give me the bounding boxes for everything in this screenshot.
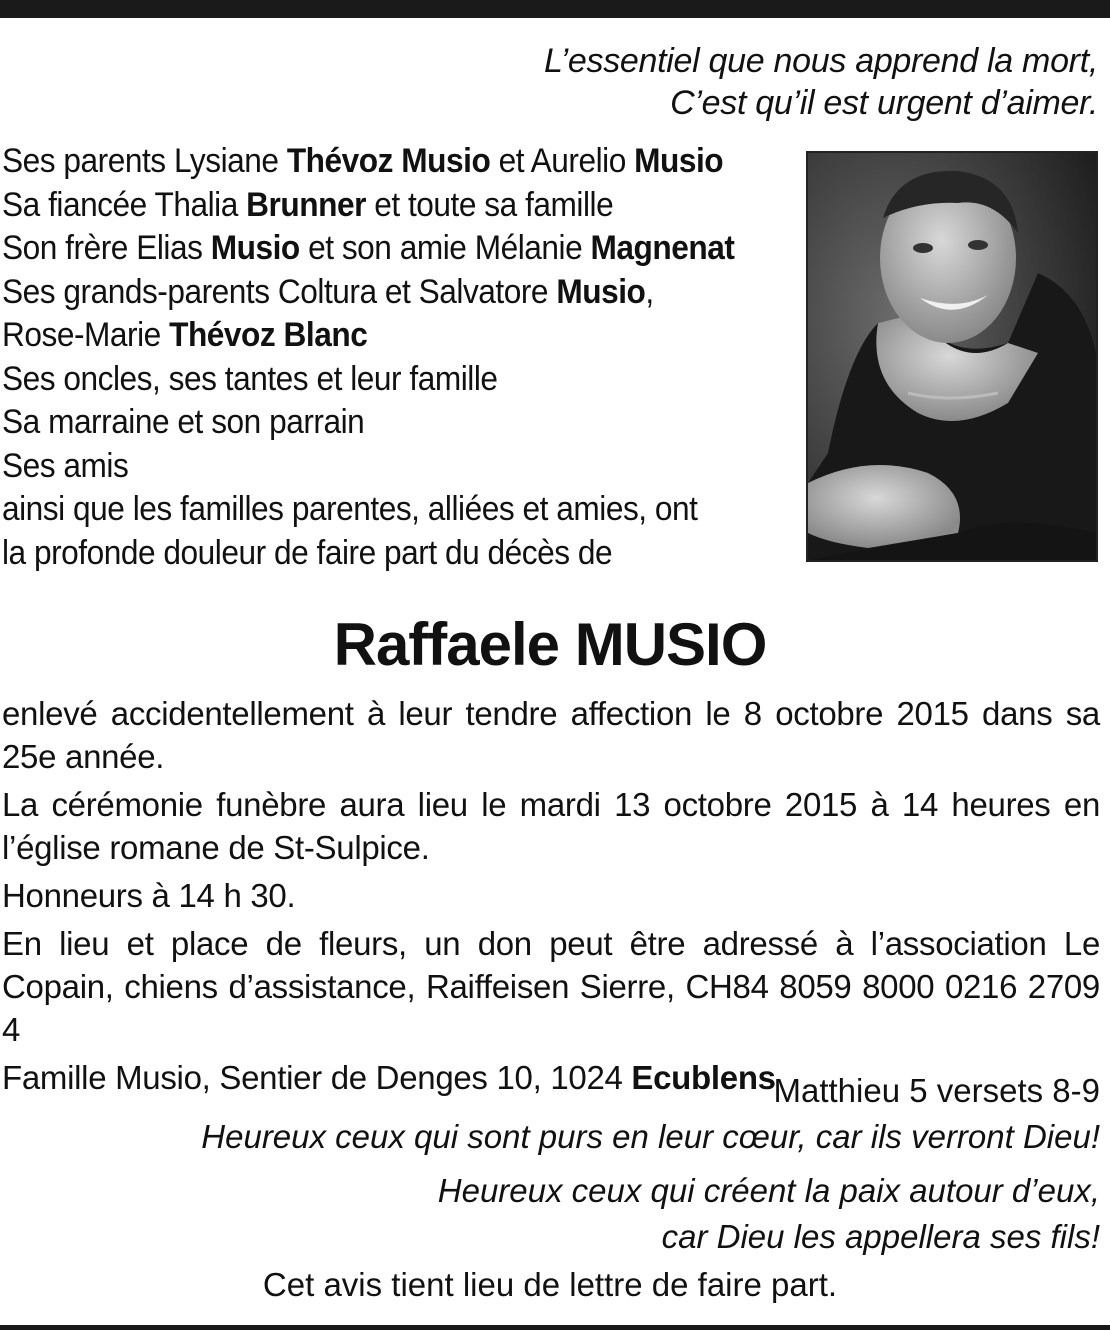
family-announcement xyxy=(2,140,737,575)
family-line-text: et toute sa famille xyxy=(365,185,614,224)
family-line xyxy=(2,184,737,228)
family-surname: Brunner xyxy=(246,185,366,224)
verse-line-2: Heureux ceux qui créent la paix autour d’eux, xyxy=(437,1172,1100,1209)
deceased-name: Raffaele MUSIO xyxy=(333,611,767,678)
family-line xyxy=(2,358,737,402)
family-address-text: Famille Musio, Sentier de Denges 10, 1024 xyxy=(2,1059,632,1096)
bible-verse xyxy=(201,1068,1100,1260)
honours-time: Honneurs à 14 h 30. xyxy=(2,877,296,914)
family-line xyxy=(2,488,737,532)
family-line xyxy=(2,227,737,271)
family-surname: Thévoz Musio xyxy=(286,142,491,180)
family-line-text: Rose-Marie xyxy=(2,316,170,354)
family-line-text: la profonde douleur de faire part du décès de xyxy=(2,533,613,572)
family-line xyxy=(2,532,737,576)
opening-quote-line-2: C’est qu’il est urgent d’aimer. xyxy=(670,84,1098,122)
bottom-rule xyxy=(0,1325,1110,1330)
portrait-photo xyxy=(806,151,1098,562)
donation-info: En lieu et place de fleurs, un don peut être adressé à l’association Le Copain, chiens d’assistance, Raiffeisen Sierre, CH84 8059 8000 0216 2709 4 xyxy=(2,925,1100,1048)
opening-quote-line-1: L’essentiel que nous apprend la mort, xyxy=(543,42,1098,80)
family-surname: Magnenat xyxy=(590,229,735,267)
family-line-text: Son frère Elias xyxy=(2,229,211,267)
family-line xyxy=(2,140,737,184)
family-line-text: et Aurelio xyxy=(490,142,635,180)
ceremony-details: La cérémonie funèbre aura lieu le mardi 13 octobre 2015 à 14 heures en l’église romane de St-Sulpice. xyxy=(2,786,1100,866)
family-surname: Thévoz Blanc xyxy=(169,316,368,354)
family-line-text: Ses grands-parents Coltura et Salvatore xyxy=(2,272,557,311)
verse-line-3: car Dieu les appellera ses fils! xyxy=(661,1218,1100,1255)
family-line-text: ainsi que les familles parentes, alliées et amies, ont xyxy=(2,490,698,528)
family-surname: Musio xyxy=(210,229,300,267)
family-line-text: , xyxy=(645,272,654,311)
family-line xyxy=(2,445,737,489)
top-rule xyxy=(0,0,1110,18)
opening-quote xyxy=(544,40,1098,124)
family-line-text: Ses amis xyxy=(2,446,129,485)
family-surname: Musio xyxy=(556,272,646,311)
family-line-text: et son amie Mélanie xyxy=(299,229,591,267)
verse-line-1: Heureux ceux qui sont purs en leur cœur, car ils verront Dieu! xyxy=(201,1118,1100,1155)
family-line-text: Ses parents Lysiane xyxy=(2,142,287,180)
family-line-text: Sa fiancée Thalia xyxy=(2,185,247,224)
verse-reference: Matthieu 5 versets 8-9 xyxy=(773,1072,1100,1109)
family-line-text: Sa marraine et son parrain xyxy=(2,403,365,441)
family-surname: Musio xyxy=(634,142,724,180)
family-line xyxy=(2,271,737,315)
family-line-text: Ses oncles, ses tantes et leur famille xyxy=(2,359,498,398)
death-details: enlevé accidentellement à leur tendre affection le 8 octobre 2015 dans sa 25e année. xyxy=(2,695,1100,775)
family-address-town: Ecublens xyxy=(631,1059,776,1096)
closing-note: Cet avis tient lieu de lettre de faire part. xyxy=(262,1266,838,1303)
family-line xyxy=(2,314,737,358)
announcement-body xyxy=(2,692,1100,1104)
family-line xyxy=(2,401,737,445)
